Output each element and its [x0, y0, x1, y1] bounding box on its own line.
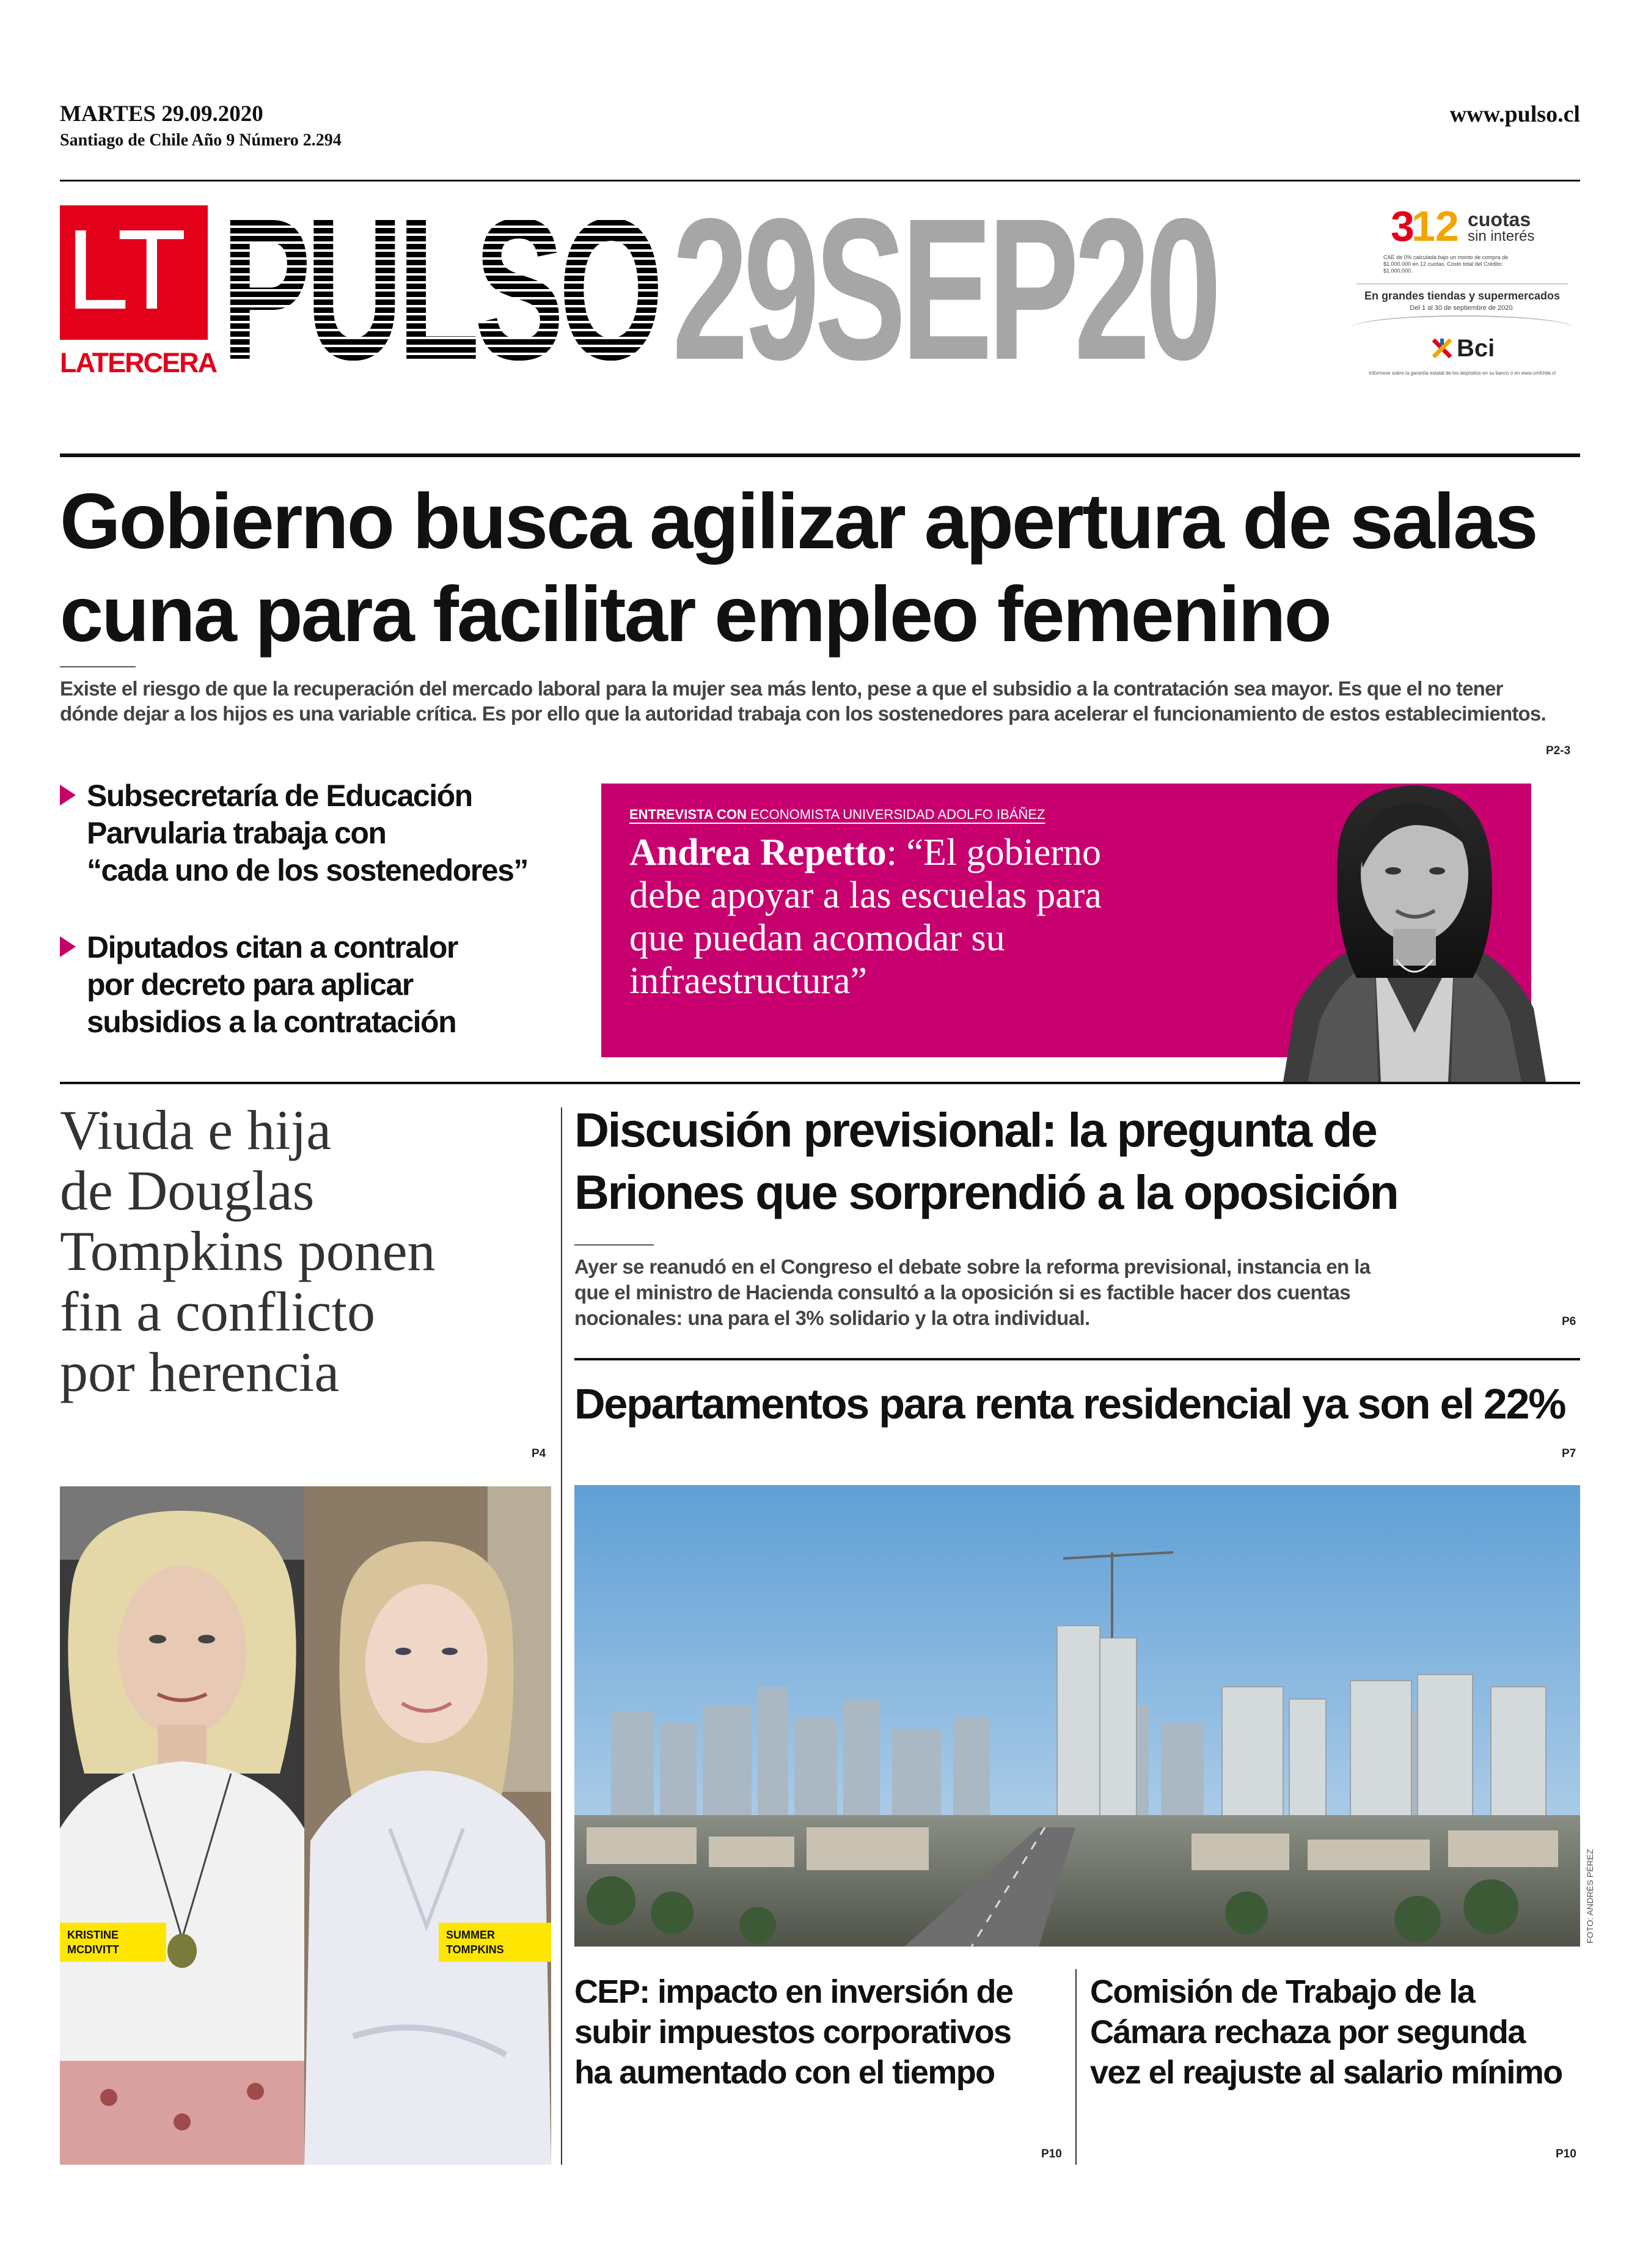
logo-box: [60, 205, 208, 340]
logo-name: LATERCERA: [60, 347, 217, 378]
tompkins-headline-line3: Tompkins ponen: [60, 1220, 436, 1282]
interview-quote-line4: infraestructura”: [629, 960, 867, 1002]
bullet-item-2-line2: por decreto para aplicar: [87, 967, 413, 1002]
tompkins-headline-line5: por herencia: [60, 1341, 340, 1403]
tag-summer-line1: SUMMER: [446, 1929, 495, 1941]
tag-summer-line2: TOMPKINS: [446, 1943, 504, 1956]
wage-headline[interactable]: [1090, 1972, 1585, 2093]
bullet-item-1-line3: “cada uno de los sostenedores”: [87, 853, 528, 887]
ad-bank-name: Bci: [1457, 335, 1495, 362]
wage-headline-line1: Comisión de Trabajo de la: [1090, 1973, 1475, 2010]
interview-quote: [629, 831, 1253, 1002]
lead-headline-line1: Gobierno busca agilizar apertura de salas: [60, 478, 1537, 565]
bullet-arrow-icon-1: [60, 785, 76, 806]
masthead-rule: [60, 453, 1580, 457]
bottom-column-divider: [1075, 1969, 1077, 2165]
bullet-item-1-line2: Parvularia trabaja con: [87, 816, 386, 850]
kristine-mcdivitt-photo: [60, 1486, 304, 2165]
bullet-arrow-icon-2: [60, 936, 76, 957]
masthead-title-wrap: [221, 202, 661, 385]
pension-summary: [574, 1254, 1491, 1331]
cep-headline[interactable]: [574, 1972, 1063, 2093]
bci-ad[interactable]: [1344, 202, 1580, 385]
issue-date: MARTES 29.09.2020: [60, 101, 263, 127]
pension-headline-line2: Briones que sorprendió a la oposición: [574, 1165, 1398, 1219]
pension-headline[interactable]: [574, 1099, 1580, 1224]
interview-quote-line2: debe apoyar a las escuelas para: [629, 875, 1102, 916]
lead-page-ref: P2-3: [1546, 744, 1571, 757]
lead-headline-line2: cuna para facilitar empleo femenino: [60, 571, 1330, 658]
summer-tompkins-photo: [304, 1486, 551, 2165]
pension-summary-line2: que el ministro de Hacienda consultó a la oposición si es factible hacer dos cuentas: [574, 1281, 1350, 1304]
website-link[interactable]: www.pulso.cl: [1449, 101, 1580, 127]
interview-role: ECONOMISTA UNIVERSIDAD ADOLFO IBÁÑEZ: [750, 807, 1045, 822]
interview-label-row: [629, 807, 1045, 823]
andrea-repetto-photo: [1271, 776, 1558, 1082]
lead-summary-line2: dónde dejar a los hijos es una variable crítica. Es por ello que la autoridad trabaja con los sostenedores para acelerar el funcionamiento de estos establecimientos.: [60, 702, 1546, 725]
edition-line: Santiago de Chile Año 9 Número 2.294: [60, 131, 342, 150]
photo-credit: FOTO: ANDRÉS PÉREZ: [1585, 1849, 1595, 1943]
masthead-title: PULSO: [221, 202, 658, 385]
wage-headline-line2: Cámara rechaza por segunda: [1090, 2014, 1525, 2050]
rental-headline[interactable]: Departamentos para renta residencial ya son el 22%: [574, 1380, 1565, 1428]
bullet-item-1-line1: Subsecretaría de Educación: [87, 779, 472, 813]
lead-summary-line1: Existe el riesgo de que la recuperación del mercado laboral para la mujer sea más lento, pese a que el subsidio a la contratación sea mayor. Es que el no tener: [60, 677, 1503, 700]
lead-short-rule: [60, 666, 136, 667]
tag-summer-tompkins: [439, 1923, 551, 1962]
interview-quote-line1: : “El gobierno: [886, 832, 1101, 873]
section-rule-middle: [60, 1082, 1580, 1084]
wage-headline-line3: vez el reajuste al salario mínimo: [1090, 2054, 1562, 2091]
cep-headline-line1: CEP: impacto en inversión de: [574, 1973, 1013, 2010]
tag-kristine-line1: KRISTINE: [67, 1929, 119, 1941]
lead-headline[interactable]: [60, 475, 1581, 661]
interview-label: ENTREVISTA CON: [629, 807, 747, 822]
column-divider: [561, 1107, 562, 2165]
bullet-item-1[interactable]: [87, 777, 528, 889]
tompkins-headline-line1: Viuda e hija: [60, 1099, 332, 1161]
ad-dates: Del 1 al 30 de septiembre de 2020.: [1410, 304, 1515, 312]
tompkins-headline-line4: fin a conflicto: [60, 1280, 376, 1343]
tompkins-headline[interactable]: [60, 1100, 555, 1403]
ad-footer-note: Infórmese sobre la garantía estatal de los depósitos en su banco o en www.cmfchile.cl: [1369, 370, 1556, 376]
pension-short-rule: [574, 1244, 654, 1246]
la-tercera-logo[interactable]: [60, 205, 217, 383]
cep-headline-line2: subir impuestos corporativos: [574, 2014, 1011, 2050]
cep-page-ref: P10: [1041, 2148, 1062, 2160]
ad-offer-line2: sin interés: [1468, 228, 1535, 244]
interview-name: Andrea Repetto: [629, 832, 887, 873]
tompkins-headline-line2: de Douglas: [60, 1159, 315, 1222]
ad-offer-line1: cuotas: [1468, 208, 1531, 230]
bullet-item-2[interactable]: [87, 929, 458, 1041]
ad-fine-print: CAE de 0% calculada bajo un monto de compra de $1.000.000 en 12 cuotas. Costo total del Crédito: $1.000.000.: [1383, 254, 1509, 274]
lead-summary: [60, 676, 1581, 726]
pension-page-ref: P6: [1562, 1315, 1576, 1328]
rental-page-ref: P7: [1562, 1447, 1576, 1460]
pension-summary-line3: nocionales: una para el 3% solidario y la otra individual.: [574, 1307, 1090, 1329]
masthead-date: 29SEP20: [672, 202, 1217, 385]
ad-number-12: 12: [1411, 202, 1459, 250]
bci-logo-icon: [1430, 336, 1454, 361]
wage-page-ref: P10: [1556, 2148, 1576, 2160]
santiago-skyline-photo: [574, 1485, 1580, 1947]
ad-number-3: 3: [1391, 202, 1415, 250]
bullet-item-2-line1: Diputados citan a contralor: [87, 930, 458, 964]
tompkins-page-ref: P4: [532, 1447, 546, 1460]
bullet-item-2-line3: subsidios a la contratación: [87, 1005, 456, 1039]
logo-letters: LT: [66, 207, 183, 333]
pension-bottom-rule: [574, 1358, 1580, 1360]
pension-headline-line1: Discusión previsional: la pregunta de: [574, 1103, 1377, 1157]
tag-kristine-line2: MCDIVITT: [67, 1943, 119, 1956]
tag-kristine-mcdivitt: [60, 1923, 166, 1962]
header-rule: [60, 180, 1580, 182]
masthead-date-wrap: [672, 202, 1314, 385]
cep-headline-line3: ha aumentado con el tiempo: [574, 2054, 995, 2091]
pension-summary-line1: Ayer se reanudó en el Congreso el debate sobre la reforma previsional, instancia en la: [574, 1255, 1371, 1278]
interview-quote-line3: que puedan acomodar su: [629, 917, 1005, 959]
ad-stores: En grandes tiendas y supermercados: [1364, 290, 1561, 302]
